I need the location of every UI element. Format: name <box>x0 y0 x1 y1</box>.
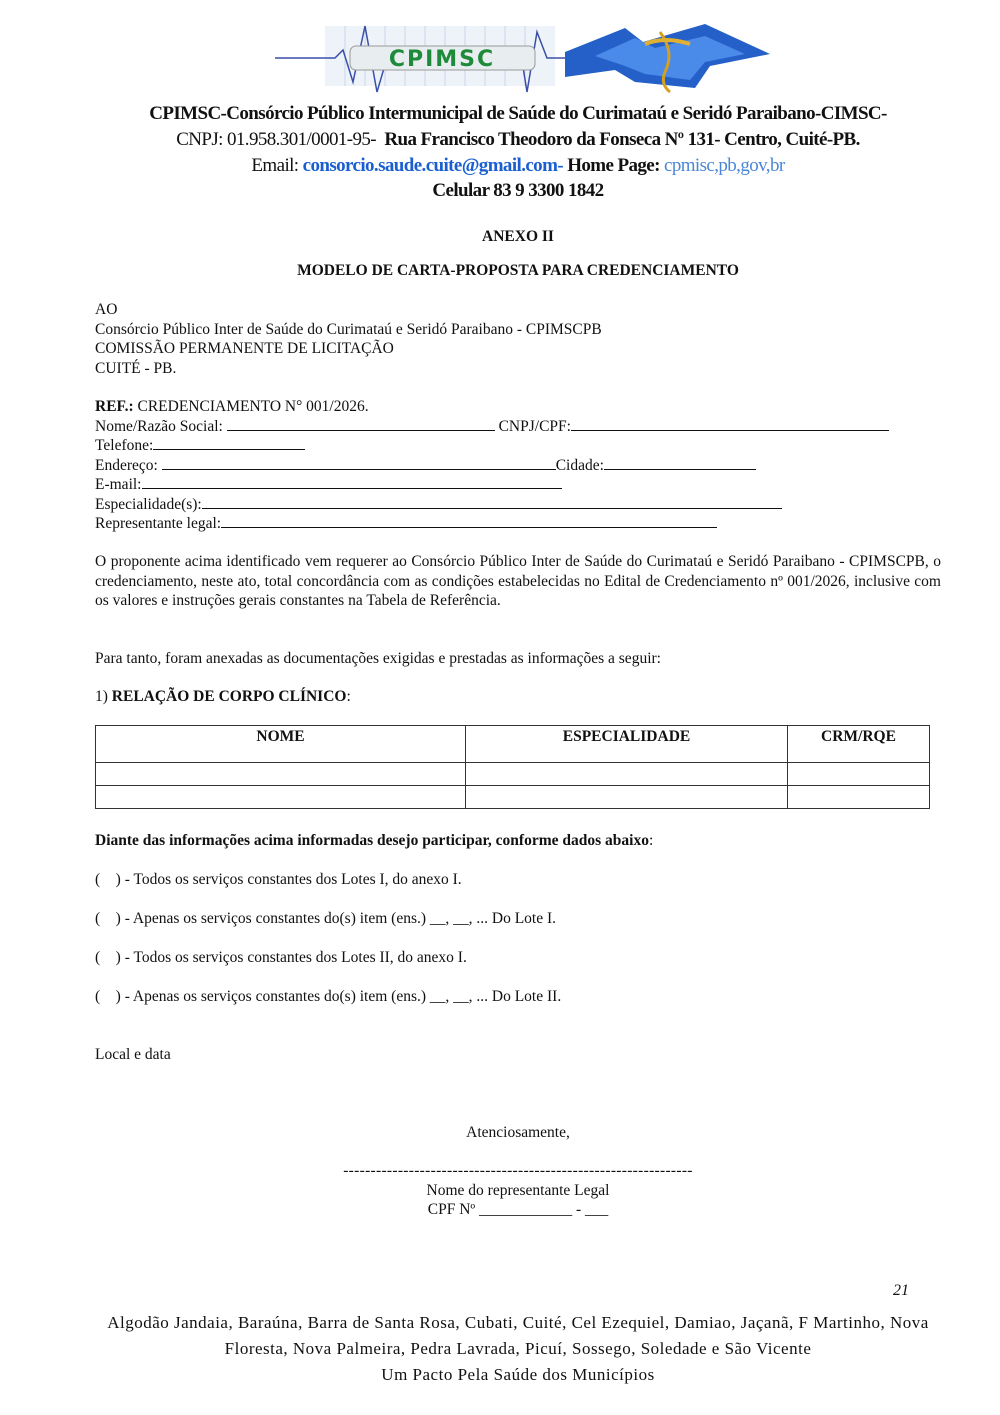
specialty-label: Especialidade(s): <box>95 495 202 513</box>
representative-field[interactable] <box>221 515 717 528</box>
section-number: 1) <box>95 688 108 705</box>
column-header-name: NOME <box>96 726 466 763</box>
footer-municipalities-1: Algodão Jandaia, Baraúna, Barra de Santa Rosa, Cubati, Cuité, Cel Ezequiel, Damiao, Jaçanã, F Martinho, Nova <box>107 1313 929 1332</box>
document-subtitle: MODELO DE CARTA-PROPOSTA PARA CREDENCIAMENTO <box>297 262 739 279</box>
contact-line <box>0 153 1000 179</box>
column-header-crm: CRM/RQE <box>788 726 930 763</box>
option-lote-1-all[interactable]: ( ) - Todos os serviços constantes dos Lotes I, do anexo I. <box>95 871 462 888</box>
phone-label: Telefone: <box>95 437 154 454</box>
phone: Celular 83 9 3300 1842 <box>432 180 604 201</box>
closing: Atenciosamente, <box>466 1124 570 1141</box>
representative-cpf: CPF Nº ____________ - ___ <box>427 1201 609 1218</box>
table-header-row <box>96 726 930 763</box>
logo <box>265 22 770 98</box>
table-cell[interactable] <box>466 786 788 809</box>
addressee-line: COMISSÃO PERMANENTE DE LICITAÇÃO <box>95 340 394 357</box>
cnpj-label: CNPJ/CPF: <box>498 417 571 435</box>
choice-colon: : <box>648 832 654 849</box>
specialty-field[interactable] <box>202 496 782 509</box>
option-lote-2-all[interactable]: ( ) - Todos os serviços constantes dos Lotes II, do anexo I. <box>95 949 467 966</box>
proposal-paragraph: O proponente acima identificado vem requerer ao Consórcio Público Inter de Saúde do Curimataú e Seridó Paraibano - CPIMSCPB, o credenciamento, neste ato, total concordância com as condições estabelecidas no Edital de Credenciamento nº 001/2026, inclusive com os valores e instruções gerais constantes na Tabela de Referência. <box>95 553 941 609</box>
ref-label: REF.: <box>95 398 134 415</box>
table-row <box>96 763 930 786</box>
intro-text: Para tanto, foram anexadas as documentações exigidas e prestadas as informações a seguir: <box>95 650 661 667</box>
addressee-line: CUITÉ - PB. <box>95 359 177 377</box>
org-cnpj-address <box>0 127 1000 153</box>
representative-label: Representante legal: <box>95 515 222 532</box>
addressee-block <box>95 300 602 378</box>
table-cell[interactable] <box>788 763 930 786</box>
clinical-staff-table <box>95 725 930 809</box>
option-lote-2-items[interactable]: ( ) - Apenas os serviços constantes do(s) item (ens.) __, __, ... Do Lote II. <box>95 988 562 1005</box>
svg-text:CPIMSC: CPIMSC <box>388 47 496 72</box>
section-title: RELAÇÃO DE CORPO CLÍNICO <box>111 688 347 705</box>
ref-value: CREDENCIAMENTO N° 001/2026. <box>137 398 369 415</box>
name-label: Nome/Razão Social: <box>95 417 223 435</box>
name-field[interactable] <box>227 418 495 431</box>
address-field[interactable] <box>162 457 556 470</box>
email-label: E-mail: <box>95 476 142 493</box>
signature-line: ---------------------------------------------------------------- <box>343 1162 693 1179</box>
form-fields <box>95 397 925 534</box>
table-cell[interactable] <box>96 763 466 786</box>
homepage-link[interactable]: cpmisc,pb,gov,br <box>664 155 785 176</box>
column-header-specialty: ESPECIALIDADE <box>466 726 788 763</box>
option-lote-1-items[interactable]: ( ) - Apenas os serviços constantes do(s) item (ens.) __, __, ... Do Lote I. <box>95 910 557 927</box>
phone-field[interactable] <box>153 437 305 450</box>
address-label: Endereço: <box>95 456 158 474</box>
local-date: Local e data <box>95 1046 171 1063</box>
annex-title: ANEXO II <box>482 228 554 245</box>
cnpj: CNPJ: 01.958.301/0001-95- <box>176 129 377 150</box>
city-field[interactable] <box>604 457 756 470</box>
section-colon: : <box>346 688 351 705</box>
homepage-label: Home Page: <box>567 155 660 176</box>
city-label: Cidade: <box>555 456 604 474</box>
choice-intro <box>95 831 653 851</box>
email-label: Email: <box>251 155 299 176</box>
page-number: 21 <box>893 1282 909 1299</box>
table-cell[interactable] <box>466 763 788 786</box>
org-name: CPIMSC-Consórcio Público Intermunicipal de Saúde do Curimataú e Seridó Paraibano-CIMSC- <box>149 103 887 124</box>
ref-line <box>95 397 925 417</box>
email-link[interactable]: consorcio.saude.cuite@gmail.com- <box>302 155 564 176</box>
email-field[interactable] <box>142 476 562 489</box>
choice-intro-text: Diante das informações acima informadas desejo participar, conforme dados abaixo <box>95 832 649 849</box>
section-heading <box>95 687 351 707</box>
addressee-line: Consórcio Público Inter de Saúde do Curimataú e Seridó Paraibano - CPIMSCPB <box>95 320 602 338</box>
table-row <box>96 786 930 809</box>
addressee-line: AO <box>95 301 118 318</box>
table-cell[interactable] <box>96 786 466 809</box>
footer-motto: Um Pacto Pela Saúde dos Municípios <box>381 1365 655 1384</box>
footer-municipalities-2: Floresta, Nova Palmeira, Pedra Lavrada, Picuí, Sossego, Soledade e São Vicente <box>224 1339 812 1358</box>
cnpj-field[interactable] <box>571 418 889 431</box>
table-cell[interactable] <box>788 786 930 809</box>
address: Rua Francisco Theodoro da Fonseca Nº 131- Centro, Cuité-PB. <box>384 129 860 150</box>
representative-name: Nome do representante Legal <box>426 1182 610 1199</box>
